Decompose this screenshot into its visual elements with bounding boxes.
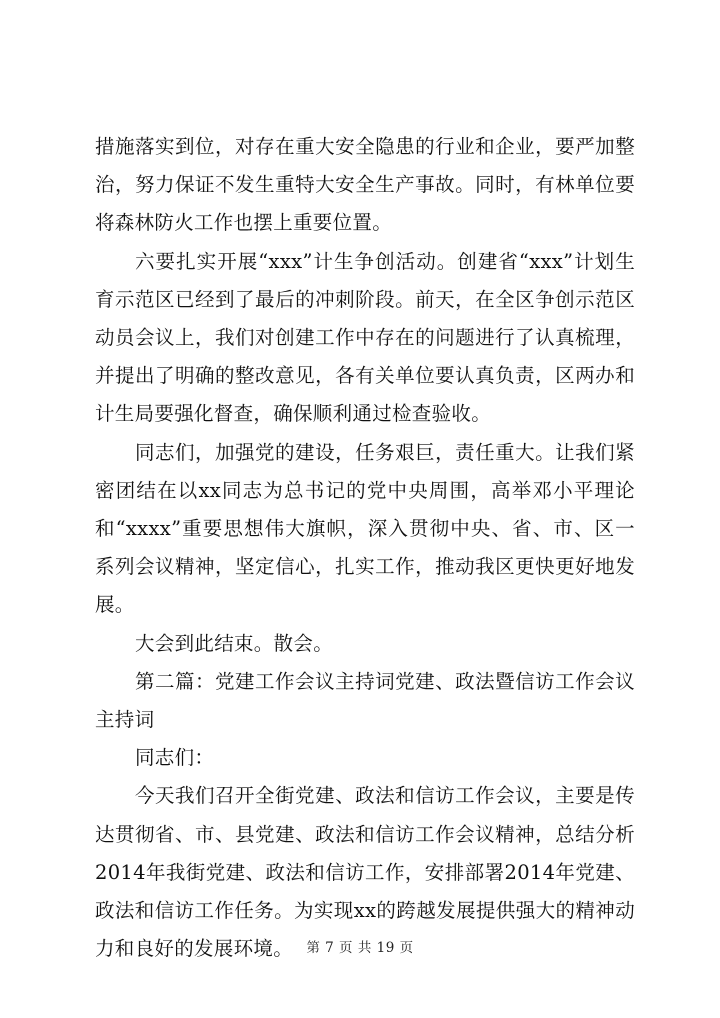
paragraph: 大会到此结束。散会。	[135, 631, 334, 655]
section-heading: 第二篇：党建工作会议主持词党建、政法暨信访工作会议主持词	[95, 669, 635, 732]
document-body	[95, 128, 635, 968]
paragraph: 六要扎实开展“xxx”计生争创活动。创建省“xxx”计划生育示范区已经到了最后的冲刺阶段。前天，在全区争创示范区动员会议上，我们对创建工作中存在的问题进行了认真梳理，并提出了明确的整改意见，各有关单位要认真负责，区两办和计生局要强化督查，确保顺利通过检查验收。	[95, 249, 635, 426]
paragraph: 今天我们召开全街党建、政法和信访工作会议，主要是传达贯彻省、市、县党建、政法和信访工作会议精神，总结分析2014年我街党建、政法和信访工作，安排部署2014年党建、政法和信访工作任务。为实现xx的跨越发展提供强大的精神动力和良好的发展环境。	[95, 784, 635, 961]
page-number-footer: 第 7 页 共 19 页	[306, 940, 414, 956]
paragraph: 措施落实到位，对存在重大安全隐患的行业和企业，要严加整治，努力保证不发生重特大安全生产事故。同时，有林单位要将森林防火工作也摆上重要位置。	[95, 135, 635, 235]
paragraph: 同志们，加强党的建设，任务艰巨，责任重大。让我们紧密团结在以xx同志为总书记的党中央周围，高举邓小平理论和“xxxx”重要思想伟大旗帜，深入贯彻中央、省、市、区一系列会议精神，坚定信心，扎实工作，推动我区更快更好地发展。	[95, 440, 635, 617]
salutation: 同志们：	[135, 746, 215, 770]
